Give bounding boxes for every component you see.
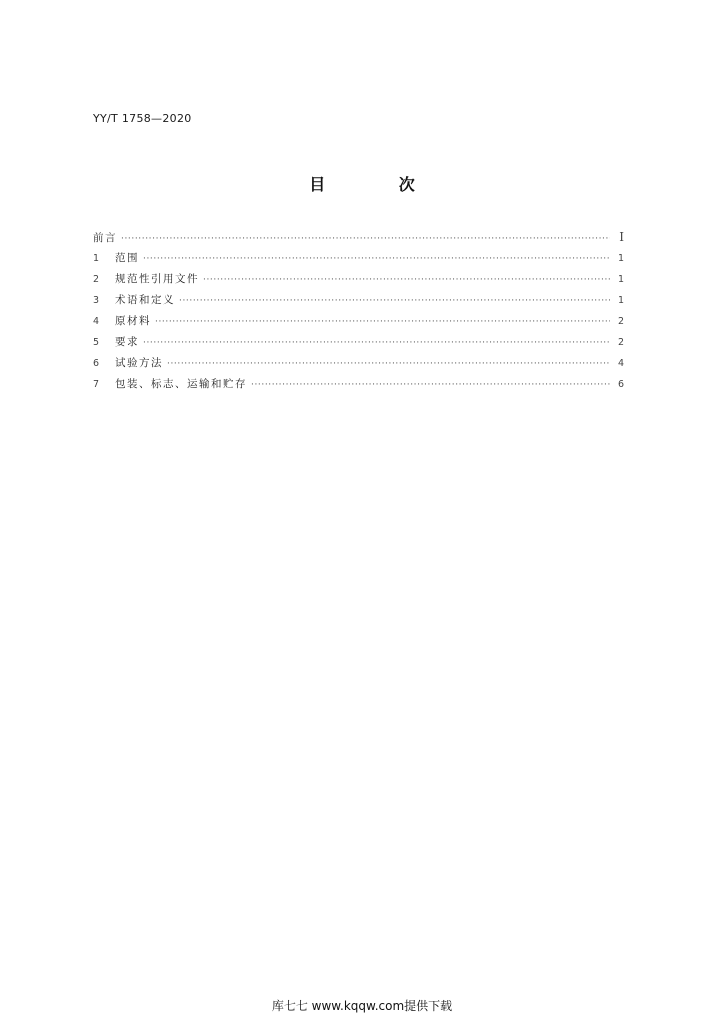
toc-entry-foreword[interactable] [93, 227, 624, 248]
toc-entry-packaging-storage[interactable] [93, 374, 624, 395]
dot-leader [167, 354, 610, 375]
toc-label: 原材料 [115, 315, 151, 327]
download-footer: 库七七 www.kqqw.com提供下载 [271, 999, 453, 1013]
toc-label: 规范性引用文件 [115, 273, 199, 285]
toc-number: 2 [93, 274, 100, 285]
toc-page-number: 6 [617, 379, 624, 390]
standard-code: YY/T 1758—2020 [93, 112, 192, 125]
dot-leader [155, 312, 610, 333]
toc-page-number: 2 [617, 337, 624, 348]
toc-page-number: 2 [617, 316, 624, 327]
toc-entry-requirements[interactable] [93, 332, 624, 353]
toc-number: 5 [93, 337, 100, 348]
toc-page-number: 1 [617, 274, 624, 285]
toc-label: 试验方法 [115, 357, 163, 369]
toc-number: 4 [93, 316, 100, 327]
toc-number: 1 [93, 253, 100, 264]
table-of-contents [93, 227, 624, 395]
toc-entry-test-methods[interactable] [93, 353, 624, 374]
toc-page-number: I [619, 230, 624, 244]
toc-label: 术语和定义 [115, 294, 175, 306]
dot-leader [143, 249, 610, 270]
toc-page-number: 1 [617, 295, 624, 306]
dot-leader [203, 270, 610, 291]
toc-entry-normative-references[interactable] [93, 269, 624, 290]
toc-label: 范围 [115, 252, 139, 264]
toc-entry-raw-materials[interactable] [93, 311, 624, 332]
toc-label: 包装、标志、运输和贮存 [115, 378, 247, 390]
toc-number: 3 [93, 295, 100, 306]
toc-entry-scope[interactable] [93, 248, 624, 269]
page-title: 目 次 [309, 175, 449, 194]
dot-leader [251, 375, 610, 396]
dot-leader [121, 229, 610, 250]
toc-page-number: 1 [617, 253, 624, 264]
dot-leader [179, 291, 610, 312]
toc-number: 6 [93, 358, 100, 369]
toc-page-number: 4 [617, 358, 624, 369]
toc-label: 要求 [115, 336, 139, 348]
dot-leader [143, 333, 610, 354]
toc-label: 前言 [93, 232, 117, 244]
toc-number: 7 [93, 379, 100, 390]
toc-entry-terms-definitions[interactable] [93, 290, 624, 311]
